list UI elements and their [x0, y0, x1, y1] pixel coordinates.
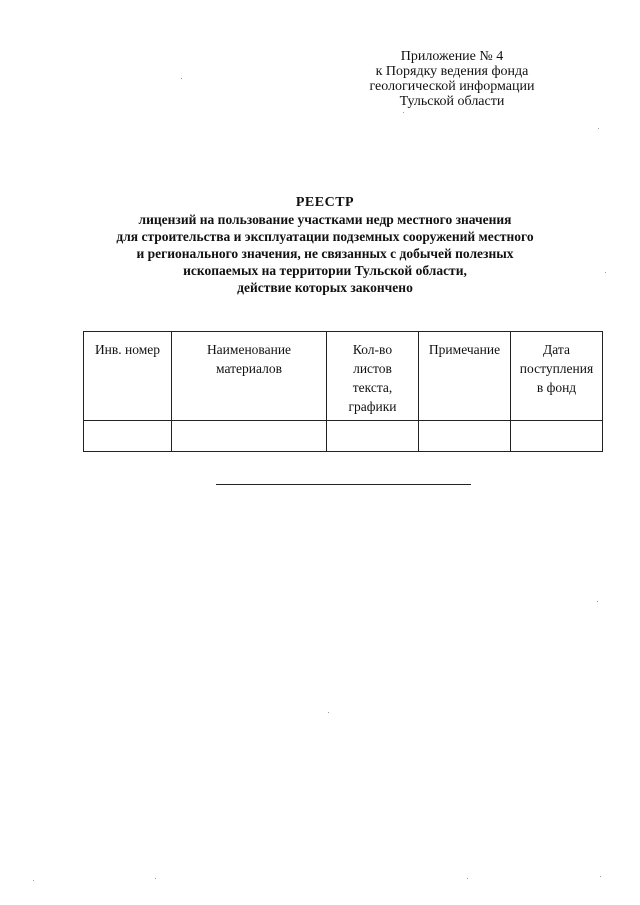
document-title	[60, 194, 590, 296]
title-line-4: ископаемых на территории Тульской области,	[183, 263, 467, 278]
header-material-name-line-1: Наименование	[206, 342, 292, 357]
header-material-name-line-2: материалов	[216, 361, 282, 376]
scan-speck	[155, 878, 156, 879]
title-line-3: и регионального значения, не связанных с добычей полезных	[136, 246, 514, 261]
appendix-note	[352, 49, 552, 109]
scan-speck	[33, 880, 34, 881]
table-row	[84, 421, 603, 452]
header-note-line: Примечание	[428, 342, 501, 357]
header-receipt-date-line-1: Дата	[543, 342, 570, 357]
header-note	[419, 332, 511, 421]
table-cell-sheet-count	[327, 421, 419, 452]
scan-speck	[403, 112, 404, 113]
table-cell-material-name	[172, 421, 327, 452]
table-cell-receipt-date	[511, 421, 603, 452]
header-sheet-count-line-2: листов	[353, 361, 392, 376]
title-line-1: лицензий на пользование участками недр местного значения	[138, 212, 512, 227]
scan-speck	[181, 78, 182, 79]
appendix-line-number: Приложение № 4	[400, 49, 504, 64]
table-cell-inventory-number	[84, 421, 172, 452]
appendix-line-region: Тульской области	[399, 94, 505, 109]
header-sheet-count	[327, 332, 419, 421]
table-cell-note	[419, 421, 511, 452]
scan-speck	[600, 876, 601, 877]
scan-speck	[605, 272, 606, 273]
scan-speck	[328, 712, 329, 713]
title-line-5: действие которых закончено	[237, 280, 413, 295]
header-receipt-date-line-3: в фонд	[536, 380, 577, 395]
closing-rule	[216, 484, 471, 485]
header-sheet-count-line-1: Кол-во	[352, 342, 393, 357]
header-material-name	[172, 332, 327, 421]
scan-speck	[597, 601, 598, 602]
header-receipt-date	[511, 332, 603, 421]
scan-speck	[598, 128, 599, 129]
header-inventory-number	[84, 332, 172, 421]
header-sheet-count-line-4: графики	[348, 399, 397, 414]
title-heading: РЕЕСТР	[295, 195, 355, 210]
registry-table	[83, 331, 603, 452]
scan-speck	[467, 878, 468, 879]
header-inventory-number-line: Инв. номер	[94, 342, 161, 357]
table-header-row	[84, 332, 603, 421]
title-line-2: для строительства и эксплуатации подземных сооружений местного	[116, 229, 534, 244]
appendix-line-fund: геологической информации	[369, 79, 535, 94]
header-sheet-count-line-3: текста,	[352, 380, 393, 395]
appendix-line-order: к Порядку ведения фонда	[375, 64, 529, 79]
header-receipt-date-line-2: поступления	[519, 361, 594, 376]
